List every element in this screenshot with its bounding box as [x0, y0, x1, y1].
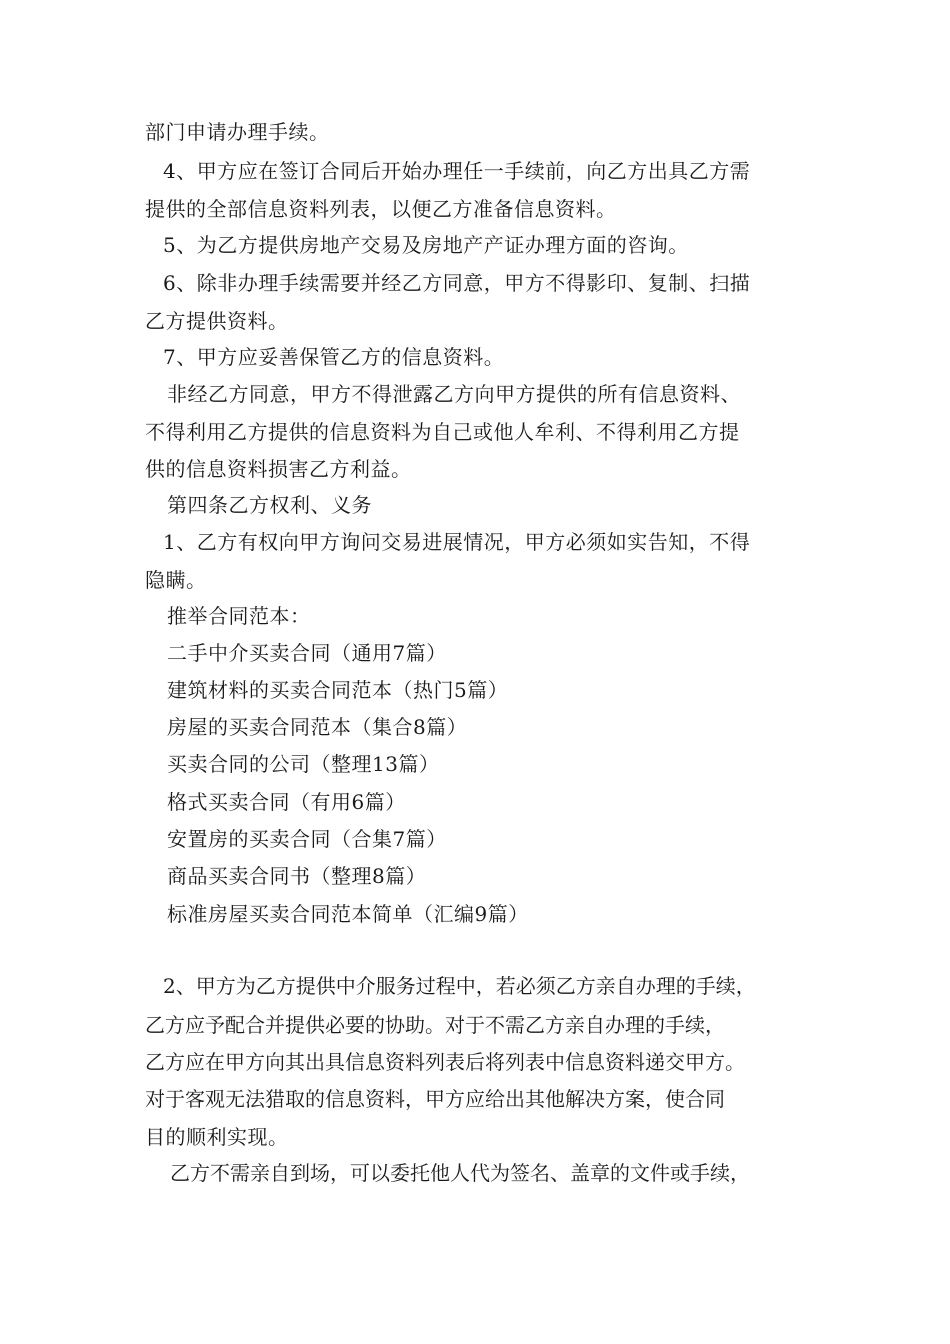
text-line: 乙方不需亲自到场，可以委托他人代为签名、盖章的文件或手续，: [170, 1161, 750, 1185]
recommend-item: 标准房屋买卖合同范本简单（汇编9篇）: [167, 902, 529, 926]
text-line: 提供的全部信息资料列表，以便乙方准备信息资料。: [145, 197, 617, 221]
section-heading: 第四条乙方权利、义务: [167, 493, 372, 517]
recommend-item: 格式买卖合同（有用6篇）: [167, 790, 406, 814]
text-line: 5、为乙方提供房地产交易及房地产产证办理方面的咨询。: [163, 233, 689, 257]
text-line: 乙方提供资料。: [145, 309, 289, 333]
text-line: 不得利用乙方提供的信息资料为自己或他人牟利、不得利用乙方提: [145, 420, 740, 444]
recommend-item: 建筑材料的买卖合同范本（热门5篇）: [167, 678, 509, 702]
text-line: 6、除非办理手续需要并经乙方同意，甲方不得影印、复制、扫描: [163, 271, 751, 295]
text-line: 7、甲方应妥善保管乙方的信息资料。: [163, 345, 505, 369]
text-line: 隐瞒。: [145, 568, 207, 592]
text-line: 供的信息资料损害乙方利益。: [145, 457, 412, 481]
text-line: 1、乙方有权向甲方询问交易进展情况，甲方必须如实告知，不得: [163, 530, 751, 554]
recommend-item: 商品买卖合同书（整理8篇）: [167, 864, 427, 888]
text-line: 乙方应在甲方向其出具信息资料列表后将列表中信息资料递交甲方。: [145, 1050, 745, 1074]
text-line: 非经乙方同意，甲方不得泄露乙方向甲方提供的所有信息资料、: [167, 382, 741, 406]
text-line: 目的顺利实现。: [145, 1125, 289, 1149]
text-line: 对于客观无法猎取的信息资料，甲方应给出其他解决方案，使合同: [145, 1087, 725, 1111]
text-line: 部门申请办理手续。: [145, 120, 330, 144]
recommend-heading: 推举合同范本：: [167, 604, 311, 628]
text-line: 4、甲方应在签订合同后开始办理任一手续前，向乙方出具乙方需: [163, 159, 751, 183]
recommend-item: 买卖合同的公司（整理13篇）: [167, 752, 440, 776]
recommend-item: 二手中介买卖合同（通用7篇）: [167, 641, 447, 665]
text-line: 2、甲方为乙方提供中介服务过程中，若必须乙方亲自办理的手续，: [163, 974, 756, 998]
recommend-item: 安置房的买卖合同（合集7篇）: [167, 827, 447, 851]
recommend-item: 房屋的买卖合同范本（集合8篇）: [167, 715, 468, 739]
text-line: 乙方应予配合并提供必要的协助。对于不需乙方亲自办理的手续，: [145, 1013, 725, 1037]
